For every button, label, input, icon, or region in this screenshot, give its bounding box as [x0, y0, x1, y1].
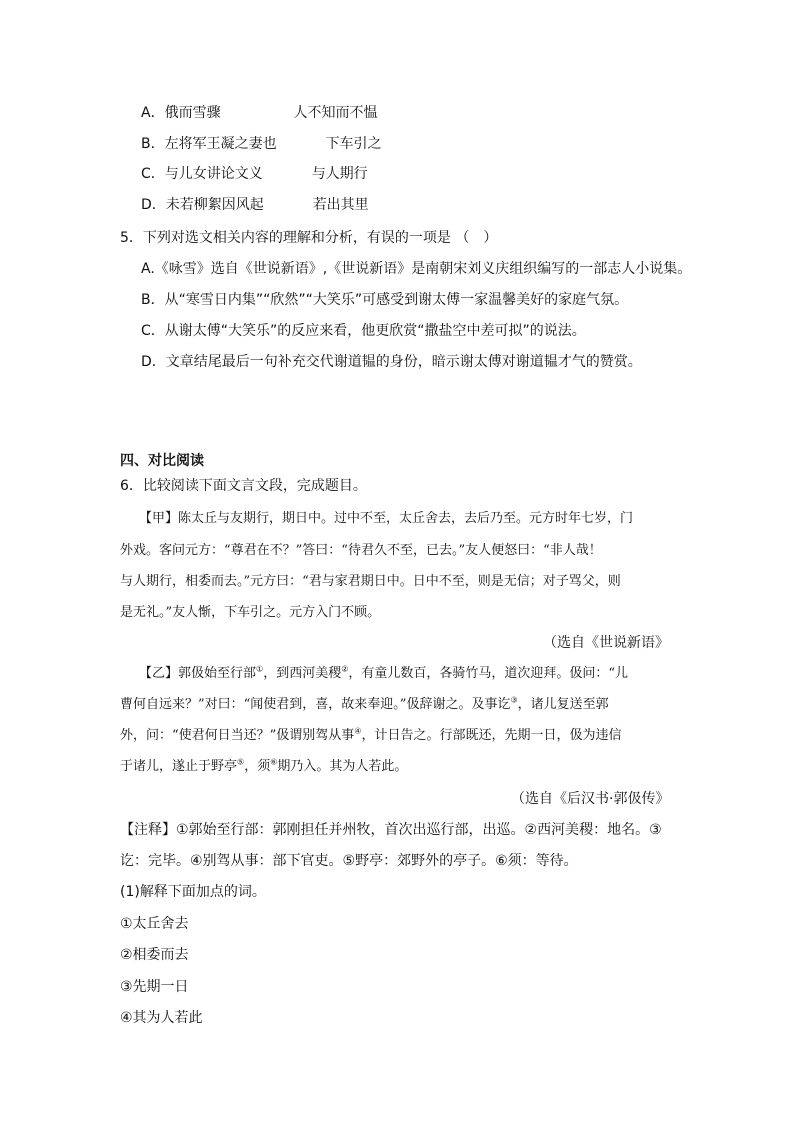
footnote-marker-4: ④: [354, 726, 362, 736]
jia-line-2: 外戏。客问元方：“尊君在不？”答曰：“待君久不至，已去。”友人便怒曰：“非人哉！: [120, 543, 602, 558]
jia-line-3: 与人期行，相委而去。”元方曰：“君与家君期日中。日中不至，则是无信；对子骂父，则: [120, 574, 621, 589]
yi-line-2: [120, 695, 609, 715]
jia-line-4: 是无礼。”友人惭，下车引之。元方入门不顾。: [120, 605, 381, 620]
q4-option-d: [141, 195, 369, 215]
q4-option-a-left: A．俄而雪骤: [141, 105, 221, 121]
q4-option-a: [141, 103, 377, 123]
q4-option-d-right: 若出其里: [312, 197, 369, 213]
q4-option-d-left: D．未若柳絮因风起: [141, 197, 264, 213]
jia-line-1: 【甲】陈太丘与友期行，期日中。过中不至，太丘舍去，去后乃至。元方时年七岁，门: [139, 511, 634, 526]
q5-option-a: A.《咏雪》选自《世说新语》,《世说新语》是南朝宋刘义庆组织编写的一部志人小说集。: [141, 261, 692, 277]
yi-line-1b: ，到西河美稷: [263, 666, 342, 681]
q5-option-d: D．文章结尾最后一句补充交代谢道韫的身份，暗示谢太傅对谢道韫才气的赞赏。: [141, 354, 642, 370]
q4-option-c: [141, 164, 368, 184]
section-heading: 四、对比阅读: [120, 453, 204, 469]
q4-option-b-left: B．左将军王凝之妻也: [141, 136, 277, 152]
q4-option-c-right: 与人期行: [311, 166, 368, 182]
q6-1-item-3: ③先期一日: [120, 979, 189, 995]
footnote-marker-3: ③: [510, 695, 518, 705]
footnote-marker-6: ⑥: [270, 757, 278, 767]
yi-line-1c: ，有童儿数百，各骑竹马，道次迎拜。伋问：“儿: [348, 666, 629, 681]
q5-option-b: B．从“寒雪日内集”“欣然”“大笑乐”可感受到谢太傅一家温馨美好的家庭气氛。: [141, 292, 629, 308]
yi-line-3: [120, 726, 621, 746]
footnote-marker-1: ①: [256, 664, 264, 674]
yi-line-1: [139, 664, 628, 684]
annotation-line-2: 讫：完毕。④别驾从事：部下官吏。⑤野亭：郊野外的亭子。⑥须：等待。: [120, 853, 578, 869]
jia-source: （选自《世说新语》: [543, 635, 669, 651]
q6-stem: 6．比较阅读下面文言文段，完成题目。: [120, 478, 367, 494]
q6-1-stem: (1)解释下面加点的词。: [120, 884, 266, 900]
q4-option-a-right: 人不知而不愠: [293, 105, 378, 121]
q4-option-c-left: C．与儿女讲论文义: [141, 166, 263, 182]
q6-1-item-4: ④其为人若此: [120, 1010, 203, 1026]
yi-line-3a: 外，问：“使君何日当还？”伋谓别驾从事: [120, 728, 355, 743]
footnote-marker-2: ②: [341, 664, 349, 674]
q5-stem: 5．下列对选文相关内容的理解和分析，有误的一项是 （ ）: [120, 230, 498, 246]
q5-option-c: C．从谢太傅“大笑乐”的反应来看，他更欣赏“撒盐空中差可拟”的说法。: [141, 323, 586, 339]
q4-option-b: [141, 134, 382, 154]
yi-line-2a: 曹何自远来？”对曰：“闻使君到，喜，故来奉迎。”伋辞谢之。及事讫: [120, 697, 511, 712]
yi-line-3b: ，计日告之。行部既还，先期一日，伋为违信: [361, 728, 622, 743]
q4-option-b-right: 下车引之: [325, 136, 382, 152]
yi-line-4a: 于诸儿，遂止于野亭: [120, 759, 238, 774]
yi-source: （选自《后汉书·郭伋传》: [511, 791, 670, 807]
q6-1-item-2: ②相委而去: [120, 947, 189, 963]
q6-1-item-1: ①太丘舍去: [120, 916, 189, 932]
yi-line-4b: ，须: [244, 759, 271, 774]
yi-line-4: [120, 757, 407, 777]
footnote-marker-5: ⑤: [237, 757, 245, 767]
yi-line-4c: 期乃入。其为人若此。: [277, 759, 408, 774]
annotation-line-1: 【注释】①郭始至行部：郭刚担任并州牧，首次出巡行部，出巡。②西河美稷：地名。③: [120, 822, 662, 838]
yi-line-2b: ，诸儿复送至郭: [517, 697, 609, 712]
yi-line-1a: 【乙】郭伋始至行部: [139, 666, 257, 681]
